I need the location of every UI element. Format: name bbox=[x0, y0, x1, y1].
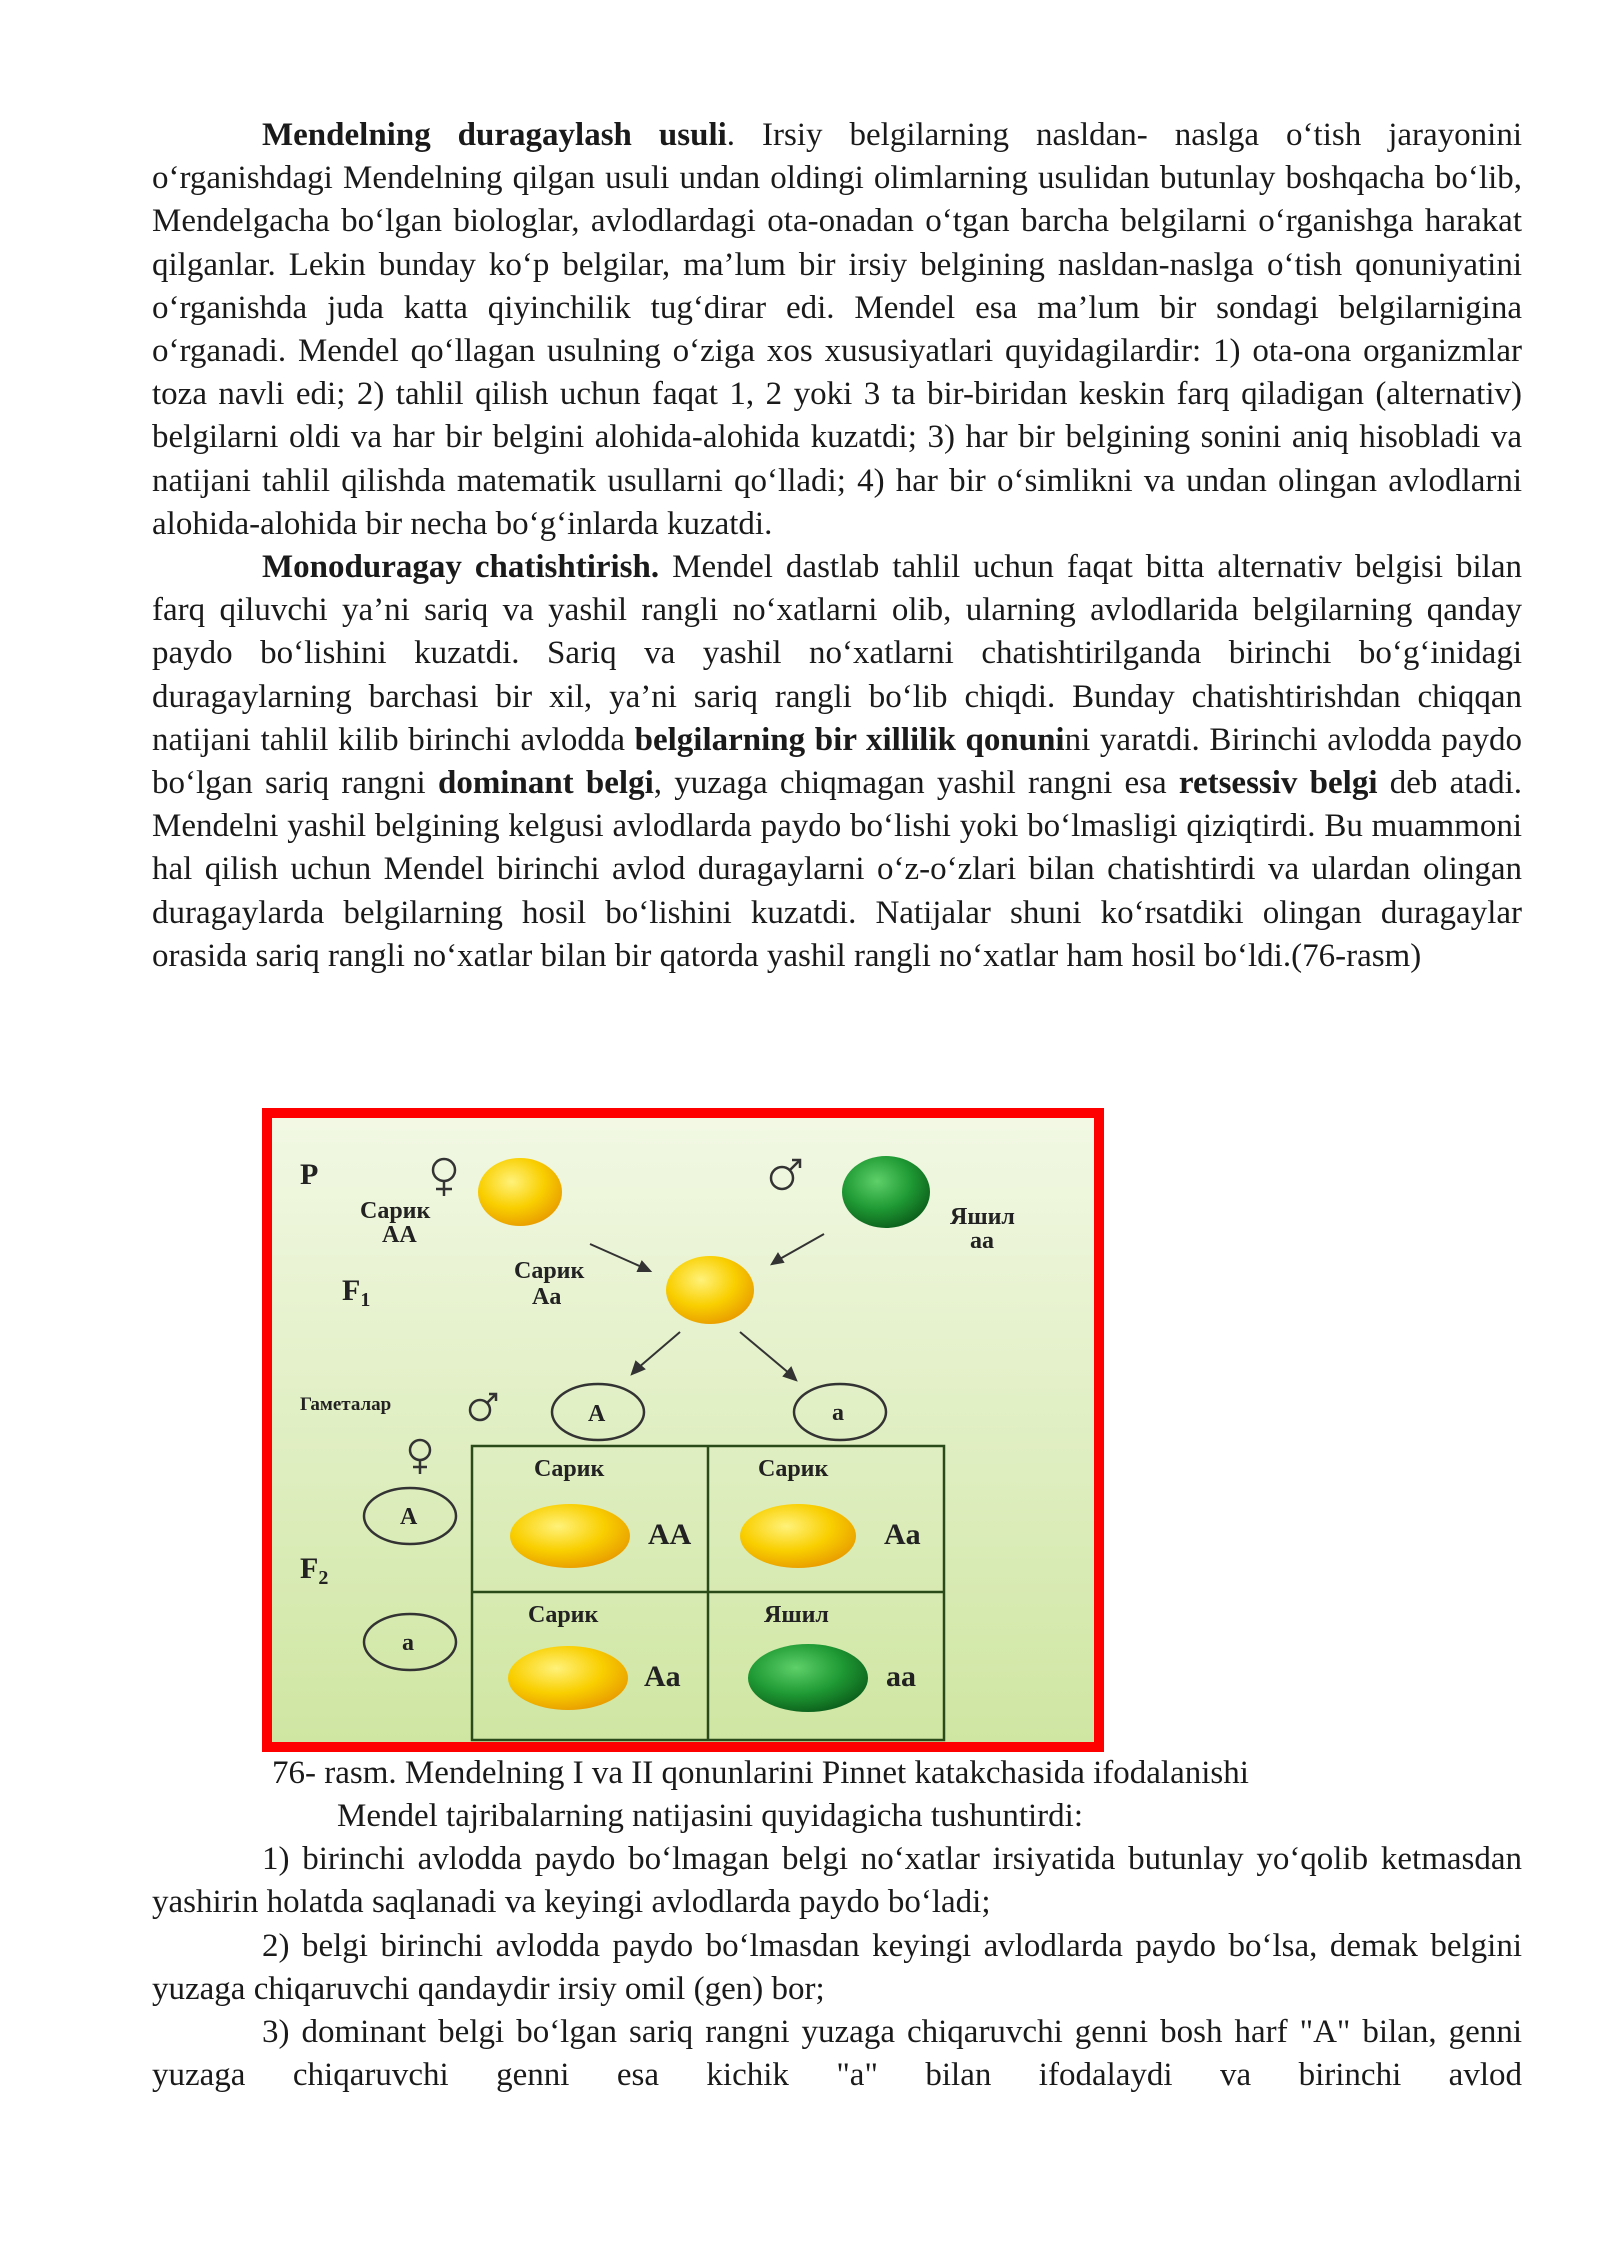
yellow-pea-icon bbox=[666, 1256, 754, 1324]
paragraph-text: Mendel dastlab tahlil uchun faqat bitta alternativ belgisi bilan farq qiluvchi ya’ni sariq va yashil rangli no‘xatlarni olib, ularning avlodlarida belgilarning qanday paydo bo‘lishini kuzatdi. Sariq va yashil no‘xatlarni chatishtirilganda birinchi bo‘g‘inidagi duragaylarning barchasi bir xil, ya’ni sariq rangli bo‘lib chiqdi. Bunday chatishtirishdan chiqqan natijani tahlil kilib birinchi avlodda bbox=[152, 549, 1523, 758]
parent-left-genotype: AA bbox=[382, 1222, 417, 1248]
bold-term-retsessiv: retsessiv belgi bbox=[1178, 765, 1378, 802]
cell-1-genotype: AA bbox=[648, 1518, 692, 1551]
paragraph-explanation-intro: Mendel tajribalarning natijasini quyidagicha tushuntirdi: bbox=[337, 1798, 1083, 1834]
gamete-female-2: a bbox=[402, 1630, 414, 1656]
bold-heading-monoduragay: Monoduragay chatishtirish. bbox=[262, 549, 660, 586]
cell-4-name: Яшил bbox=[764, 1602, 829, 1628]
f1-name: Сарик bbox=[514, 1258, 585, 1284]
paragraph-duragaylash-usuli bbox=[152, 114, 1522, 546]
parent-left-name: Сарик bbox=[360, 1198, 431, 1224]
gamete-female-1: A bbox=[400, 1504, 418, 1530]
bold-term-birxillilik: belgilarning bir xillilik qonuni bbox=[634, 721, 1065, 758]
green-pea-icon bbox=[748, 1644, 868, 1712]
paragraph-text: . Irsiy belgilarning nasldan- naslga o‘tish jarayonini o‘rganishdagi Mendelning qilgan usuli undan oldingi olimlarning usulidan butunlay boshqacha bo‘lib, Mendelgacha bo‘lgan biologlar, avlodlardagi ota-onadan o‘tgan barcha belgilarni o‘rganishga harakat qilganlar. Lekin bunday ko‘p belgilar, ma’lum bir irsiy belgining nasldan-naslga o‘tish qonuniyatini o‘rganishda juda katta qiyinchilik tug‘dirar edi. Mendel esa ma’lum bir sondagi belgilarnigina o‘rganadi. Mendel qo‘llagan usulning o‘ziga xos xususiyatlari quyidagilardir: 1) ota-ona organizmlar toza navli edi; 2) tahlil qilish uchun faqat 1, 2 yoki 3 ta bir-biridan keskin farq qiladigan (alternativ) belgilarni oldi va har bir belgini alohida-alohida kuzatdi; 3) har bir belgining sonini aniq hisobladi va natijani tahlil qilishda matematik usullarni qo‘lladi; 4) har bir o‘simlikni va undan olingan avlodlarni alohida-alohida bir necha bo‘g‘inlarda kuzatdi. bbox=[152, 117, 1522, 542]
paragraph-monoduragay bbox=[152, 546, 1522, 978]
figure-caption: 76- rasm. Mendelning I va II qonunlarini Pinnet katakchasida ifodalanishi bbox=[272, 1755, 1249, 1791]
gamete-male-1: A bbox=[588, 1401, 606, 1427]
yellow-pea-icon bbox=[510, 1504, 630, 1568]
list-item: 2) belgi birinchi avlodda paydo bo‘lmasdan keyingi avlodlarda paydo bo‘lsa, demak belgini yuzaga chiqaruvchi qandaydir irsiy omil (gen) bor; bbox=[152, 1927, 1522, 2007]
green-pea-icon bbox=[842, 1156, 930, 1228]
bold-term-dominant: dominant belgi bbox=[437, 765, 654, 802]
paragraph-text: deb atadi. Mendelni yashil belgining kelgusi avlodlarda paydo bo‘lishi yoki bo‘lmasligi qiziqtirdi. Bu muammoni hal qilish uchun Mendel birinchi avlod duragaylarni o‘z-o‘zlari bilan chatishtirdi va ulardan olingan duragaylarda belgilarning hosil bo‘lishini kuzatdi. Natijalar shuni ko‘rsatdiki olingan duragaylar orasida sariq rangli no‘xatlar bilan bir qatorda yashil rangli no‘xatlar ham hosil bo‘ldi.(76-rasm) bbox=[152, 765, 1522, 974]
bold-heading-duragaylash: Mendelning duragaylash usuli bbox=[262, 117, 727, 153]
punnett-diagram-svg bbox=[272, 1118, 1094, 1742]
cell-2-genotype: Aa bbox=[884, 1518, 921, 1551]
list-item: 3) dominant belgi bo‘lgan sariq rangni yuzaga chiqaruvchi genni bosh harf "A" bilan, genni yuzaga chiqaruvchi genni esa kichik "a" bilan ifodalaydi va birinchi avlod bbox=[152, 2014, 1522, 2094]
yellow-pea-icon bbox=[478, 1158, 562, 1226]
cell-1-name: Сарик bbox=[534, 1456, 605, 1482]
yellow-pea-icon bbox=[508, 1646, 628, 1710]
gametes-label: Гаметалар bbox=[300, 1394, 392, 1415]
yellow-pea-icon bbox=[740, 1504, 856, 1568]
label-f2: $F_2$ bbox=[300, 1552, 329, 1589]
f1-genotype: Aa bbox=[532, 1284, 562, 1310]
paragraph-text: , yuzaga chiqmagan yashil rangni esa bbox=[653, 765, 1179, 802]
cell-3-genotype: Aa bbox=[644, 1660, 681, 1693]
cell-2-name: Сарик bbox=[758, 1456, 829, 1482]
text-block-top bbox=[152, 114, 1522, 978]
gamete-male-2: a bbox=[832, 1400, 844, 1426]
cell-3-name: Сарик bbox=[528, 1602, 599, 1628]
parent-right-genotype: aa bbox=[970, 1228, 994, 1254]
text-block-bottom bbox=[152, 1795, 1522, 2097]
parent-right-name: Яшил bbox=[950, 1204, 1015, 1230]
label-p: P bbox=[300, 1158, 319, 1191]
paragraph-text: ni yaratdi. Birinchi avlodda paydo bo‘lgan sariq rangni bbox=[152, 721, 1522, 802]
cell-4-genotype: aa bbox=[886, 1660, 916, 1693]
list-item: 1) birinchi avlodda paydo bo‘lmagan belgi no‘xatlar irsiyatida butunlay yo‘qolib ketmasdan yashirin holatda saqlanadi va keyingi avlodlarda paydo bo‘ladi; bbox=[152, 1841, 1522, 1921]
label-f1: $F_1$ bbox=[342, 1274, 371, 1311]
figure-76-punnett-diagram bbox=[262, 1108, 1104, 1752]
